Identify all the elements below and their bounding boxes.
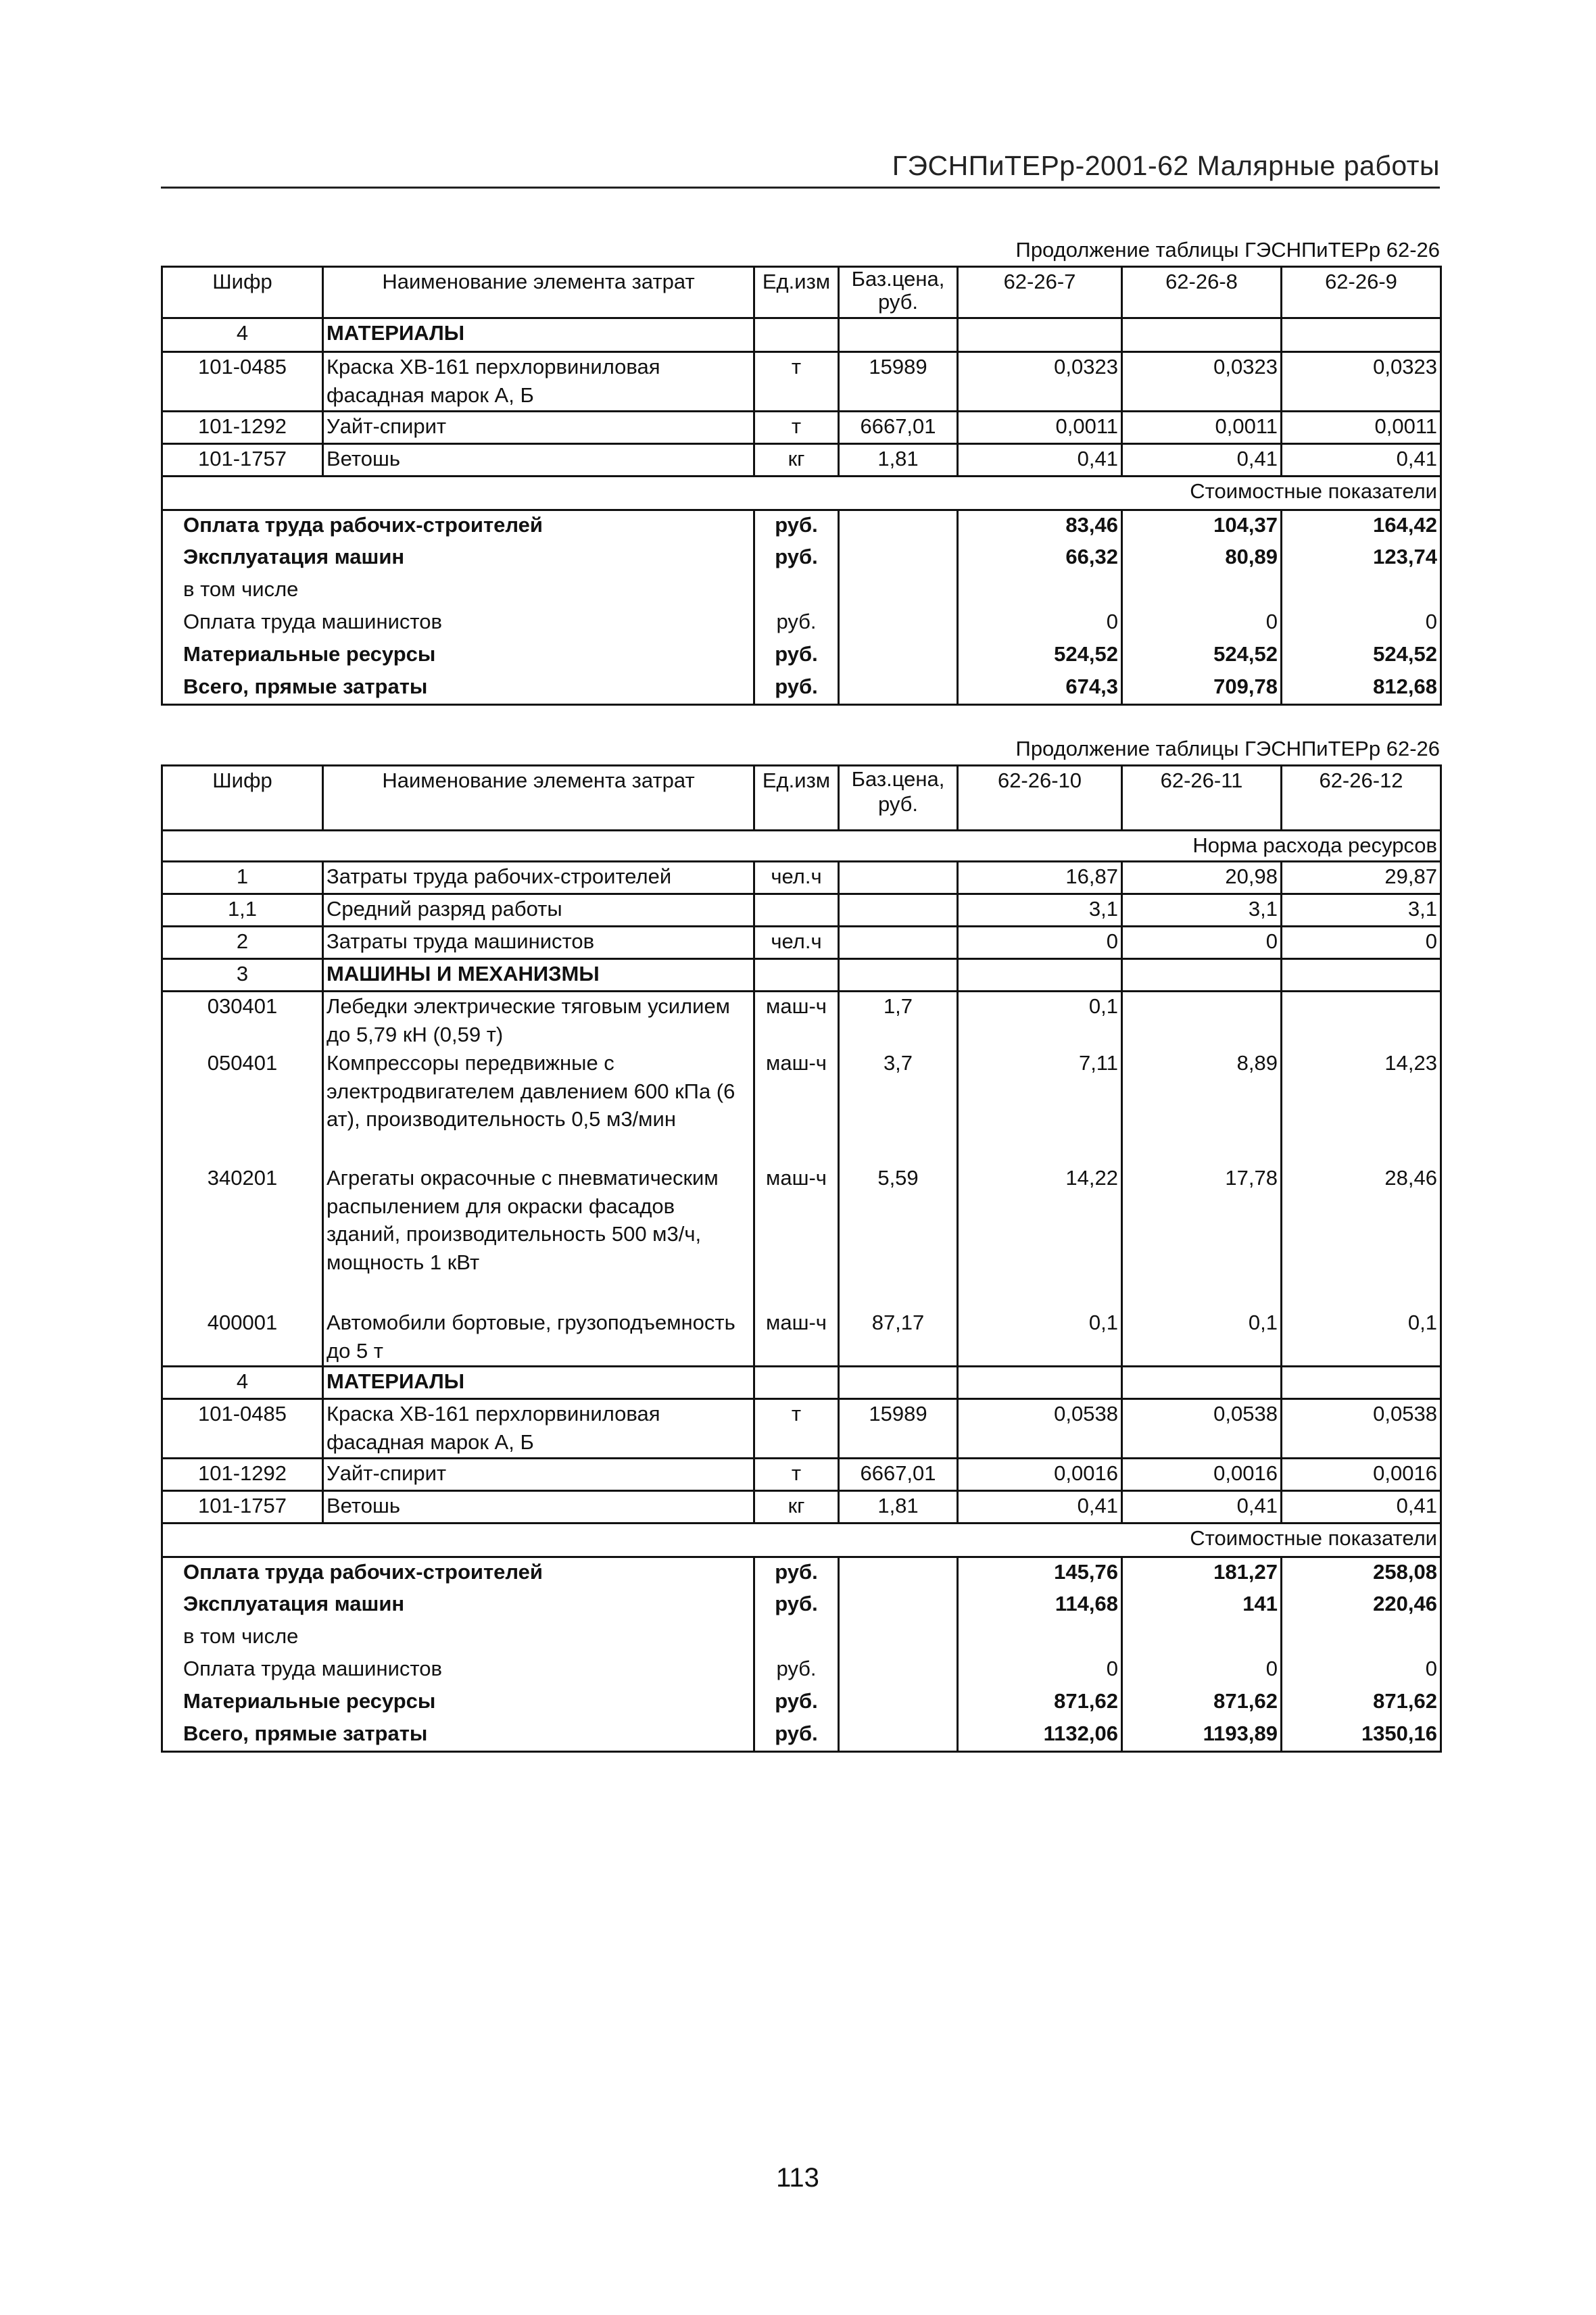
resource-price: 1,7 [839, 992, 958, 1049]
resource-value: 0,0538 [1122, 1399, 1282, 1459]
total-value: 141 [1122, 1590, 1282, 1622]
table-row [162, 992, 1441, 1049]
resource-code: 400001 [162, 1309, 323, 1367]
resource-value: 0,0016 [1122, 1459, 1282, 1491]
total-value: 524,52 [958, 640, 1122, 673]
col-header-code: Шифр [162, 267, 323, 318]
table-row [162, 862, 1441, 894]
resource-value: 0,41 [1282, 1491, 1441, 1524]
resource-name: Ветошь [323, 444, 754, 477]
resource-value: 3,1 [1282, 894, 1441, 927]
total-value: 181,27 [1122, 1557, 1282, 1590]
table-row [162, 1309, 1441, 1367]
resource-price: 6667,01 [839, 412, 958, 444]
resource-table-1 [161, 266, 1442, 706]
resource-value: 16,87 [958, 862, 1122, 894]
total-value: 0 [958, 608, 1122, 640]
resource-name: Краска ХВ-161 перхлорвиниловая фасадная марок А, Б [323, 352, 754, 412]
resource-unit: чел.ч [754, 862, 839, 894]
col-header-norm: 62-26-10 [958, 766, 1122, 831]
resource-name: Уайт-спирит [323, 1459, 754, 1491]
resource-table-2 [161, 764, 1442, 1753]
table-row [162, 1367, 1441, 1399]
total-unit: руб. [754, 1590, 839, 1622]
resource-unit: т [754, 1399, 839, 1459]
resource-price: 1,81 [839, 444, 958, 477]
resource-name: Затраты труда машинистов [323, 927, 754, 959]
col-header-code: Шифр [162, 766, 323, 831]
resource-value: 3,1 [958, 894, 1122, 927]
total-value: 104,37 [1122, 510, 1282, 543]
total-name: Оплата труда машинистов [162, 608, 754, 640]
resource-unit: т [754, 352, 839, 412]
total-name: Материальные ресурсы [162, 640, 754, 673]
table-row [162, 1459, 1441, 1491]
total-value: 674,3 [958, 673, 1122, 705]
resource-price: 5,59 [839, 1164, 958, 1309]
resource-value: 0,0011 [1122, 412, 1282, 444]
resource-price: 1,81 [839, 1491, 958, 1524]
resource-name: Автомобили бортовые, грузоподъемность до 5 т [323, 1309, 754, 1367]
table-row [162, 1399, 1441, 1459]
totals-row [162, 673, 1441, 705]
totals-row [162, 608, 1441, 640]
table-row [162, 959, 1441, 992]
total-value: 83,46 [958, 510, 1122, 543]
total-unit: руб. [754, 1655, 839, 1687]
total-name: Всего, прямые затраты [162, 673, 754, 705]
resource-price: 15989 [839, 1399, 958, 1459]
resource-value: 0,1 [1122, 1309, 1282, 1367]
resource-name: Ветошь [323, 1491, 754, 1524]
total-name: в том числе [162, 1622, 754, 1655]
resource-unit: маш-ч [754, 992, 839, 1049]
resource-name: Лебедки электрические тяговым усилием до 5,79 кН (0,59 т) [323, 992, 754, 1049]
resource-value: 8,89 [1122, 1049, 1282, 1164]
section-label-row [162, 477, 1441, 510]
resource-code: 3 [162, 959, 323, 992]
resource-unit: чел.ч [754, 927, 839, 959]
table-row [162, 444, 1441, 477]
table-row [162, 1164, 1441, 1309]
total-value: 871,62 [1282, 1687, 1441, 1720]
col-header-norm: 62-26-11 [1122, 766, 1282, 831]
total-value: 114,68 [958, 1590, 1122, 1622]
resource-code: 101-1292 [162, 1459, 323, 1491]
resource-price: 87,17 [839, 1309, 958, 1367]
total-value: 0 [1282, 608, 1441, 640]
resource-value: 0,1 [1282, 1309, 1441, 1367]
totals-row [162, 543, 1441, 575]
resource-name: Средний разряд работы [323, 894, 754, 927]
col-header-unit: Ед.изм [754, 766, 839, 831]
total-name: в том числе [162, 575, 754, 608]
resource-name: Затраты труда рабочих-строителей [323, 862, 754, 894]
resource-value: 0,41 [958, 444, 1122, 477]
total-value: 0 [1122, 1655, 1282, 1687]
resource-unit: кг [754, 444, 839, 477]
resource-value: 3,1 [1122, 894, 1282, 927]
resource-value: 0,0538 [1282, 1399, 1441, 1459]
resource-code: 101-0485 [162, 352, 323, 412]
totals-row [162, 510, 1441, 543]
total-value: 80,89 [1122, 543, 1282, 575]
resource-value: 28,46 [1282, 1164, 1441, 1309]
resource-value: 0,1 [958, 1309, 1122, 1367]
resource-value: 29,87 [1282, 862, 1441, 894]
resource-code: 1,1 [162, 894, 323, 927]
total-unit: руб. [754, 1687, 839, 1720]
total-name: Оплата труда машинистов [162, 1655, 754, 1687]
totals-row [162, 1622, 1441, 1655]
resource-value: 17,78 [1122, 1164, 1282, 1309]
col-header-unit: Ед.изм [754, 267, 839, 318]
table-row [162, 412, 1441, 444]
resource-value: 0,0011 [958, 412, 1122, 444]
col-header-price: Баз.цена, руб. [839, 766, 958, 831]
total-name: Материальные ресурсы [162, 1687, 754, 1720]
total-name: Оплата труда рабочих-строителей [162, 510, 754, 543]
total-value: 164,42 [1282, 510, 1441, 543]
resource-unit: маш-ч [754, 1049, 839, 1164]
resource-code: 4 [162, 1367, 323, 1399]
resource-value: 20,98 [1122, 862, 1282, 894]
total-value: 871,62 [1122, 1687, 1282, 1720]
total-unit: руб. [754, 608, 839, 640]
total-value: 258,08 [1282, 1557, 1441, 1590]
col-header-norm: 62-26-7 [958, 267, 1122, 318]
resource-value: 14,22 [958, 1164, 1122, 1309]
total-value: 220,46 [1282, 1590, 1441, 1622]
resource-value: 0 [1122, 927, 1282, 959]
col-header-name: Наименование элемента затрат [323, 766, 754, 831]
total-value: 871,62 [958, 1687, 1122, 1720]
section-title: МАШИНЫ И МЕХАНИЗМЫ [323, 959, 754, 992]
resource-value: 0,0323 [1122, 352, 1282, 412]
total-value: 1350,16 [1282, 1720, 1441, 1752]
resource-value: 0,0016 [958, 1459, 1122, 1491]
table-row [162, 1049, 1441, 1164]
resource-name: Уайт-спирит [323, 412, 754, 444]
total-value: 0 [1122, 608, 1282, 640]
totals-row [162, 640, 1441, 673]
total-name: Эксплуатация машин [162, 543, 754, 575]
table-row [162, 1491, 1441, 1524]
totals-row [162, 575, 1441, 608]
table-row [162, 927, 1441, 959]
resource-value: 0,0323 [1282, 352, 1441, 412]
section-label-row [162, 1524, 1441, 1557]
total-value: 709,78 [1122, 673, 1282, 705]
col-header-name: Наименование элемента затрат [323, 267, 754, 318]
total-value: 1193,89 [1122, 1720, 1282, 1752]
resource-code: 1 [162, 862, 323, 894]
col-header-norm: 62-26-12 [1282, 766, 1441, 831]
col-header-norm: 62-26-9 [1282, 267, 1441, 318]
resource-code: 101-1757 [162, 444, 323, 477]
resource-unit: т [754, 412, 839, 444]
resource-value: 0,0016 [1282, 1459, 1441, 1491]
resource-unit: маш-ч [754, 1164, 839, 1309]
section-label: Стоимостные показатели [162, 1524, 1441, 1557]
table-header-row [162, 267, 1441, 318]
resource-name: Агрегаты окрасочные с пневматическим распылением для окраски фасадов зданий, производительность 500 м3/ч, мощность 1 кВт [323, 1164, 754, 1309]
section-label-row [162, 831, 1441, 862]
total-value: 1132,06 [958, 1720, 1122, 1752]
total-value: 812,68 [1282, 673, 1441, 705]
resource-price: 15989 [839, 352, 958, 412]
resource-unit: т [754, 1459, 839, 1491]
resource-name: Компрессоры передвижные с электродвигателем давлением 600 кПа (6 ат), производительность 0,5 м3/мин [323, 1049, 754, 1164]
resource-value: 0,41 [958, 1491, 1122, 1524]
resource-code: 101-0485 [162, 1399, 323, 1459]
running-header: ГЭСНПиТЕРр-2001-62 Малярные работы [892, 150, 1440, 181]
total-unit: руб. [754, 543, 839, 575]
total-name: Эксплуатация машин [162, 1590, 754, 1622]
resource-value: 0,41 [1282, 444, 1441, 477]
resource-value: 0 [1282, 927, 1441, 959]
table-header-row [162, 766, 1441, 831]
table-caption: Продолжение таблицы ГЭСНПиТЕРр 62-26 [1015, 238, 1440, 262]
resource-code: 4 [162, 318, 323, 352]
totals-row [162, 1557, 1441, 1590]
resource-code: 101-1292 [162, 412, 323, 444]
resource-value: 0 [958, 927, 1122, 959]
total-name: Всего, прямые затраты [162, 1720, 754, 1752]
total-unit: руб. [754, 640, 839, 673]
resource-code: 030401 [162, 992, 323, 1049]
resource-value: 0,0323 [958, 352, 1122, 412]
table-row [162, 352, 1441, 412]
resource-value: 0,1 [958, 992, 1122, 1049]
total-value: 524,52 [1122, 640, 1282, 673]
total-value: 145,76 [958, 1557, 1122, 1590]
col-header-price: Баз.цена, руб. [839, 267, 958, 318]
total-value: 524,52 [1282, 640, 1441, 673]
resource-price: 3,7 [839, 1049, 958, 1164]
resource-value: 7,11 [958, 1049, 1122, 1164]
totals-row [162, 1687, 1441, 1720]
totals-row [162, 1720, 1441, 1752]
total-unit: руб. [754, 673, 839, 705]
resource-code: 340201 [162, 1164, 323, 1309]
col-header-norm: 62-26-8 [1122, 267, 1282, 318]
total-value: 66,32 [958, 543, 1122, 575]
resource-value: 0,41 [1122, 444, 1282, 477]
header-rule [161, 187, 1440, 189]
page-number: 113 [776, 2163, 819, 2193]
resource-value: 0,41 [1122, 1491, 1282, 1524]
total-value: 123,74 [1282, 543, 1441, 575]
section-label: Стоимостные показатели [162, 477, 1441, 510]
section-title: МАТЕРИАЛЫ [323, 318, 754, 352]
total-name: Оплата труда рабочих-строителей [162, 1557, 754, 1590]
total-unit: руб. [754, 510, 839, 543]
resource-code: 2 [162, 927, 323, 959]
resource-code: 050401 [162, 1049, 323, 1164]
table-row [162, 318, 1441, 352]
total-value: 0 [1282, 1655, 1441, 1687]
resource-price: 6667,01 [839, 1459, 958, 1491]
totals-row [162, 1590, 1441, 1622]
table-row [162, 894, 1441, 927]
total-unit: руб. [754, 1720, 839, 1752]
section-label: Норма расхода ресурсов [162, 831, 1441, 862]
total-unit: руб. [754, 1557, 839, 1590]
total-value: 0 [958, 1655, 1122, 1687]
resource-value: 0,0011 [1282, 412, 1441, 444]
section-title: МАТЕРИАЛЫ [323, 1367, 754, 1399]
resource-unit: маш-ч [754, 1309, 839, 1367]
resource-name: Краска ХВ-161 перхлорвиниловая фасадная марок А, Б [323, 1399, 754, 1459]
totals-row [162, 1655, 1441, 1687]
table-caption: Продолжение таблицы ГЭСНПиТЕРр 62-26 [1015, 737, 1440, 760]
resource-code: 101-1757 [162, 1491, 323, 1524]
resource-value: 14,23 [1282, 1049, 1441, 1164]
resource-value: 0,0538 [958, 1399, 1122, 1459]
resource-unit: кг [754, 1491, 839, 1524]
